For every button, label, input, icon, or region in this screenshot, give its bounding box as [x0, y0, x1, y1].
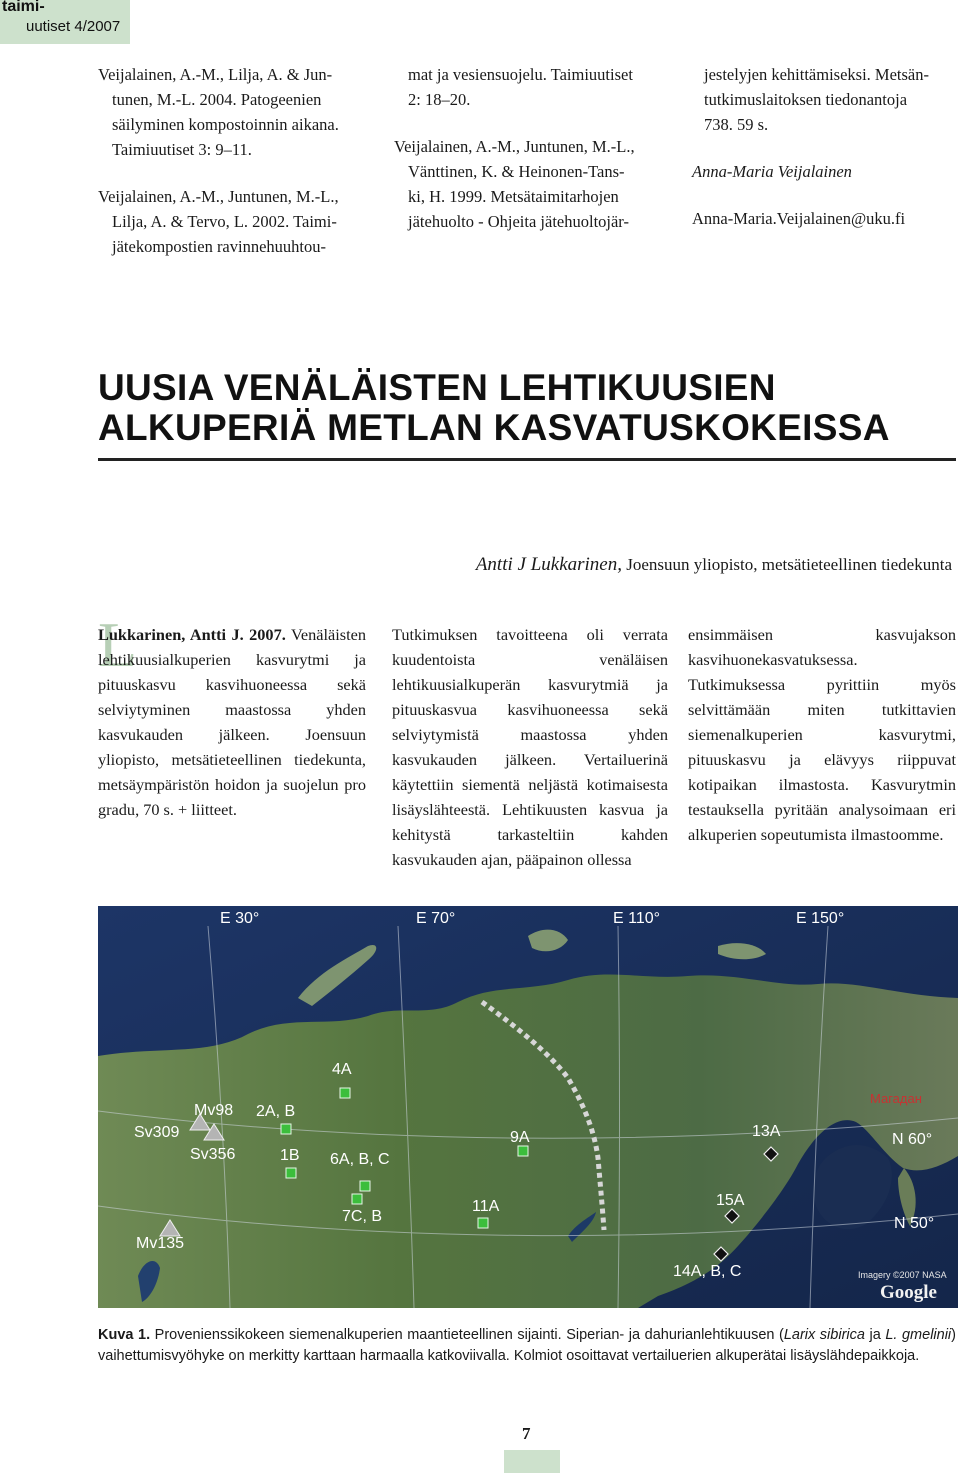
provenance-site-marker	[281, 1124, 291, 1134]
site-label: 14A, B, C	[673, 1263, 742, 1280]
author-name: Antti J Lukkarinen,	[475, 554, 622, 575]
page-number-box	[504, 1450, 560, 1473]
reference-line: 738. 59 s.	[704, 115, 769, 134]
reference-line: jätehuolto - Ohjeita jätehuoltojär-	[408, 212, 629, 231]
longitude-label: E 110°	[613, 910, 661, 927]
provenance-map	[98, 906, 958, 1308]
reference-line: tutkimuslaitoksen tiedonantoja	[704, 90, 908, 109]
provenance-site-marker	[478, 1218, 488, 1228]
site-label: 15A	[716, 1192, 745, 1209]
reference-line: 2: 18–20.	[408, 90, 471, 109]
reference-line: Veijalainen, A.-M., Juntunen, M.-L.,	[98, 187, 339, 206]
provenance-site-marker	[518, 1146, 528, 1156]
reference-line: Taimiuutiset 3: 9–11.	[112, 140, 252, 159]
caption-text-c: ) vaihettumisvyöhyke on merkitty karttaan harmaalla katkoviivalla. Kolmiot osoittavat vertailuerien alkuperätai lisäyslähdepaikkoja.	[98, 1327, 956, 1364]
journal-name: taimi-	[2, 0, 45, 15]
figure-caption	[98, 1325, 956, 1367]
provenance-site-marker	[286, 1168, 296, 1178]
caption-text-a: Provenienssikokeen siemenalkuperien maantieteellinen sijainti. Siperian- ja dahurianlehtikuusen (	[154, 1327, 784, 1343]
article-title-line-1: UUSIA VENÄLÄISTEN LEHTIKUUSIEN	[98, 367, 776, 408]
site-label: Sv356	[190, 1146, 236, 1163]
site-label: 2A, B	[256, 1103, 296, 1120]
provenance-site-marker	[360, 1181, 370, 1191]
references-column-1	[98, 62, 384, 259]
abstract-column-1	[98, 622, 366, 822]
journal-issue: uutiset 4/2007	[26, 18, 121, 35]
reference-line: ki, H. 1999. Metsätaimitarhojen	[408, 187, 619, 206]
page-number: 7	[522, 1424, 531, 1443]
reference-line: Veijalainen, A.-M., Juntunen, M.-L.,	[394, 137, 635, 156]
provenance-site-marker	[352, 1194, 362, 1204]
site-label: 6A, B, C	[330, 1151, 390, 1168]
provenance-site-marker	[340, 1088, 350, 1098]
caption-species-1: Larix sibirica	[783, 1327, 865, 1343]
site-label: 9A	[510, 1129, 530, 1146]
site-label: Sv309	[134, 1124, 180, 1141]
citation-bold: Lukkarinen, Antti J. 2007.	[98, 625, 286, 644]
title-rule	[98, 458, 956, 461]
site-label: Mv135	[136, 1235, 185, 1252]
reference-line: mat ja vesiensuojelu. Taimiuutiset	[408, 65, 633, 84]
imagery-credit: Imagery ©2007 NASA	[858, 1270, 947, 1280]
references-column-3	[690, 62, 960, 231]
abstract-column-3: ensimmäisen kasvujakson kasvihuonekasvatuksessa. Tutkimuksessa pyrittiin myös selvittämään miten tutkittavien siemenalkuperien kasvurytmi, pituuskasvu ja elävyys riippuvat kotipaikan ilmastosta. Kasvurytmin testauksella pyritään analysoimaan eri alkuperien sopeutumista ilmastoomme.	[688, 625, 956, 844]
reference-line: Lilja, A. & Tervo, L. 2002. Taimi-	[112, 212, 337, 231]
reference-line: Vänttinen, K. & Heinonen-Tans-	[408, 162, 625, 181]
abstract-column-2: Tutkimuksen tavoitteena oli verrata kuudentoista venäläisen lehtikuusialkuperän kasvurytmiä ja pituuskasvua kasvihuoneessa sekä selviytymistä maastossa yhden kasvukauden jälkeen. Vertailuerinä käytettiin siementä neljästä kotimaisesta lisäyslähteestä. Lehtikuusten kasvua ja kehitystä tarkasteltiin kahden kasvukauden ajan, pääpainon ollessa	[392, 625, 668, 869]
caption-species-2: L. gmelinii	[885, 1327, 952, 1343]
article-title	[98, 368, 918, 448]
reference-line: jestelyjen kehittämiseksi. Metsän-	[704, 65, 929, 84]
latitude-label: N 60°	[892, 1131, 933, 1148]
longitude-label: E 70°	[416, 910, 456, 927]
author-affiliation: Joensuun yliopisto, metsätieteellinen tiedekunta	[626, 555, 952, 574]
caption-label: Kuva 1.	[98, 1327, 151, 1343]
site-label: 1B	[280, 1147, 300, 1164]
region-label: Магадан	[870, 1091, 922, 1106]
site-label: 13A	[752, 1123, 781, 1140]
site-label: 7C, B	[342, 1208, 383, 1225]
site-label: 4A	[332, 1061, 352, 1078]
reference-line: jätekompostien ravinnehuuhtou-	[112, 237, 326, 256]
article-byline	[476, 554, 952, 576]
previous-author-email[interactable]: Anna-Maria.Veijalainen@uku.fi	[692, 209, 906, 228]
abstract-text-1: Venäläisten lehtikuusialkuperien kasvurytmi ja pituuskasvu kasvihuoneessa sekä selviytyminen maastossa yhden kasvukauden jälkeen. Joensuun yliopisto, metsätieteellinen tiedekunta, metsäympäristön hoidon ja suojelun pro gradu, 70 s. + liitteet.	[98, 625, 366, 819]
reference-line: tunen, M.-L. 2004. Patogeenien	[112, 90, 322, 109]
longitude-label: E 30°	[220, 910, 260, 927]
map-svg	[98, 906, 958, 1308]
reference-line: Veijalainen, A.-M., Lilja, A. & Jun-	[98, 65, 333, 84]
caption-text-b: ja	[864, 1327, 886, 1343]
reference-line: säilyminen kompostoinnin aikana.	[112, 115, 339, 134]
drop-cap: L	[98, 609, 138, 680]
google-logo: Google	[880, 1282, 937, 1303]
latitude-label: N 50°	[894, 1215, 935, 1232]
site-label: 11A	[472, 1198, 500, 1215]
article-title-line-2: ALKUPERIÄ METLAN KASVATUSKOKEISSA	[98, 407, 890, 448]
longitude-label: E 150°	[796, 910, 845, 927]
previous-author-name: Anna-Maria Veijalainen	[692, 162, 852, 181]
site-label: Mv98	[194, 1102, 234, 1119]
references-column-2	[394, 62, 670, 234]
